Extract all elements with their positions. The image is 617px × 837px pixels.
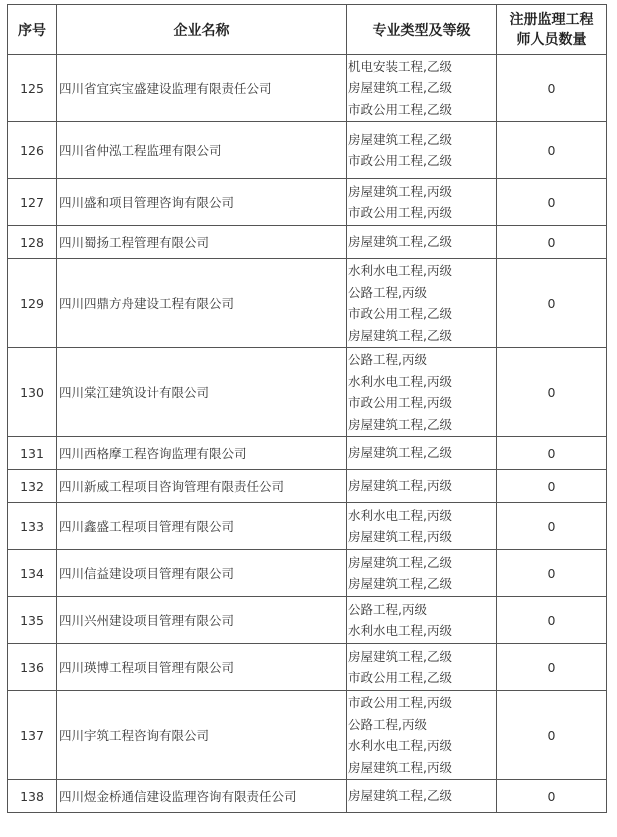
qualification-list: [347, 259, 497, 348]
header-company: 企业名称: [57, 5, 347, 55]
engineer-count: 0: [497, 259, 607, 348]
qualification-item: 公路工程,丙级: [348, 716, 427, 732]
company-table: [7, 4, 607, 813]
company-name: 四川瑛博工程项目管理有限公司: [57, 644, 347, 691]
table-row: [8, 55, 607, 122]
engineer-count: 0: [497, 437, 607, 470]
engineer-count: 0: [497, 348, 607, 437]
qualification-list: [347, 644, 497, 691]
company-name: 四川兴州建设项目管理有限公司: [57, 597, 347, 644]
qualification-list: [347, 348, 497, 437]
table-row: [8, 437, 607, 470]
engineer-count: 0: [497, 55, 607, 122]
qualification-list: [347, 550, 497, 597]
engineer-count: 0: [497, 503, 607, 550]
qualification-item: 房屋建筑工程,乙级: [348, 234, 452, 250]
qualification-item: 房屋建筑工程,丙级: [348, 183, 452, 199]
row-index: 135: [8, 597, 57, 644]
engineer-count: 0: [497, 780, 607, 813]
qualification-item: 公路工程,丙级: [348, 284, 427, 300]
row-index: 129: [8, 259, 57, 348]
qualification-list: [347, 55, 497, 122]
qualification-item: 房屋建筑工程,乙级: [348, 576, 452, 591]
table-row: [8, 503, 607, 550]
row-index: 132: [8, 470, 57, 503]
qualification-item: 房屋建筑工程,丙级: [348, 759, 452, 775]
qualification-list: [347, 437, 497, 470]
qualification-item: 房屋建筑工程,丙级: [348, 529, 452, 544]
qualification-item: 房屋建筑工程,乙级: [348, 327, 452, 343]
table-row: [8, 597, 607, 644]
company-name: 四川信益建设项目管理有限公司: [57, 550, 347, 597]
company-name: 四川蜀扬工程管理有限公司: [57, 226, 347, 259]
table-header-row: [8, 5, 607, 55]
qualification-item: 水利水电工程,丙级: [348, 263, 452, 278]
qualification-list: [347, 780, 497, 813]
qualification-item: 市政公用工程,丙级: [348, 395, 452, 410]
table-row: [8, 122, 607, 179]
qualification-item: 房屋建筑工程,乙级: [348, 788, 452, 804]
company-name: 四川西格摩工程咨询监理有限公司: [57, 437, 347, 470]
header-qualification: 专业类型及等级: [347, 5, 497, 55]
row-index: 134: [8, 550, 57, 597]
qualification-list: [347, 470, 497, 503]
row-index: 127: [8, 179, 57, 226]
engineer-count: 0: [497, 644, 607, 691]
qualification-list: [347, 122, 497, 179]
qualification-list: [347, 691, 497, 780]
company-name: 四川宇筑工程咨询有限公司: [57, 691, 347, 780]
engineer-count: 0: [497, 226, 607, 259]
qualification-item: 房屋建筑工程,乙级: [348, 131, 452, 147]
engineer-count: 0: [497, 550, 607, 597]
company-name: 四川四鼎方舟建设工程有限公司: [57, 259, 347, 348]
company-name: 四川棠江建筑设计有限公司: [57, 348, 347, 437]
table-row: [8, 348, 607, 437]
engineer-count: 0: [497, 597, 607, 644]
row-index: 130: [8, 348, 57, 437]
company-name: 四川新威工程项目咨询管理有限责任公司: [57, 470, 347, 503]
qualification-item: 市政公用工程,乙级: [348, 101, 452, 117]
engineer-count: 0: [497, 470, 607, 503]
engineer-count: 0: [497, 122, 607, 179]
header-engineers: 注册监理工程师人员数量: [497, 5, 607, 55]
engineer-count: 0: [497, 179, 607, 226]
qualification-item: 市政公用工程,乙级: [348, 153, 452, 168]
qualification-item: 水利水电工程,丙级: [348, 373, 452, 389]
table-row: [8, 550, 607, 597]
row-index: 125: [8, 55, 57, 122]
row-index: 136: [8, 644, 57, 691]
row-index: 133: [8, 503, 57, 550]
qualification-item: 市政公用工程,丙级: [348, 205, 452, 220]
qualification-item: 房屋建筑工程,乙级: [348, 648, 452, 664]
qualification-item: 市政公用工程,乙级: [348, 670, 452, 685]
qualification-item: 公路工程,丙级: [348, 352, 427, 367]
engineer-count: 0: [497, 691, 607, 780]
qualification-item: 房屋建筑工程,乙级: [348, 445, 452, 461]
table-body: [8, 55, 607, 813]
table-row: [8, 644, 607, 691]
table-row: [8, 691, 607, 780]
qualification-item: 水利水电工程,丙级: [348, 738, 452, 753]
qualification-list: [347, 179, 497, 226]
row-index: 131: [8, 437, 57, 470]
qualification-list: [347, 503, 497, 550]
qualification-item: 水利水电工程,丙级: [348, 507, 452, 523]
header-index: 序号: [8, 5, 57, 55]
qualification-item: 水利水电工程,丙级: [348, 623, 452, 638]
table-row: [8, 780, 607, 813]
company-name: 四川省仲泓工程监理有限公司: [57, 122, 347, 179]
qualification-item: 房屋建筑工程,乙级: [348, 416, 452, 432]
qualification-item: 市政公用工程,乙级: [348, 306, 452, 321]
row-index: 137: [8, 691, 57, 780]
company-name: 四川煜金桥通信建设监理咨询有限责任公司: [57, 780, 347, 813]
row-index: 128: [8, 226, 57, 259]
qualification-item: 公路工程,丙级: [348, 601, 427, 617]
qualification-item: 房屋建筑工程,丙级: [348, 478, 452, 494]
table-row: [8, 259, 607, 348]
table-row: [8, 179, 607, 226]
row-index: 126: [8, 122, 57, 179]
qualification-list: [347, 226, 497, 259]
company-name: 四川鑫盛工程项目管理有限公司: [57, 503, 347, 550]
company-name: 四川盛和项目管理咨询有限公司: [57, 179, 347, 226]
table-row: [8, 470, 607, 503]
company-name: 四川省宜宾宝盛建设监理有限责任公司: [57, 55, 347, 122]
table-row: [8, 226, 607, 259]
row-index: 138: [8, 780, 57, 813]
qualification-item: 房屋建筑工程,乙级: [348, 80, 452, 96]
qualification-item: 房屋建筑工程,乙级: [348, 554, 452, 570]
qualification-item: 机电安装工程,乙级: [348, 58, 452, 74]
qualification-item: 市政公用工程,丙级: [348, 695, 452, 710]
qualification-list: [347, 597, 497, 644]
